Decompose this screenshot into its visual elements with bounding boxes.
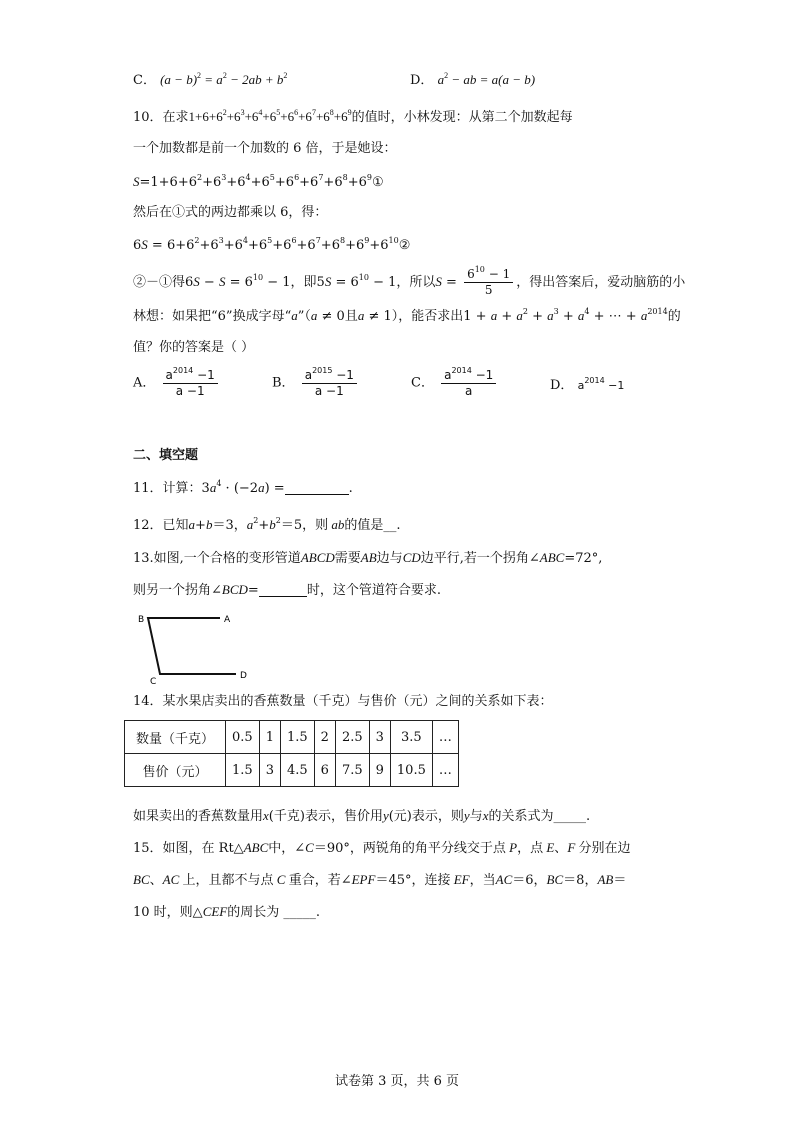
page-footer: 试卷第 3 页，共 6 页	[334, 1074, 460, 1089]
q15-line3: 10 时，则△CEF的周长为 _____.	[133, 904, 321, 920]
section-title: 二、填空题	[133, 448, 199, 463]
q14-after: 如果卖出的香蕉数量用x(千克)表示，售价用y(元)表示，则y与x的关系式为_____.	[133, 808, 591, 824]
price-table	[124, 720, 459, 787]
table-row: 数量（千克） 0.5 1 1.5 2 2.5 3 3.5 …	[125, 721, 459, 754]
q10-option-b: B． $\frac{a^{2015} -1}{a -1}$	[272, 368, 360, 399]
q13-line1: 13.如图,一个合格的变形管道ABCD需要AB边与CD边平行,若一个拐角∠ABC=72°,	[133, 550, 603, 566]
fig-label-c: C	[150, 677, 157, 687]
fig-label-b: B	[138, 615, 145, 625]
q10-line6: ②－①得$6S - S = 6^{10} - 1$，即$5S = 6^{10} - 1$，所以S = $\frac{6^{10} - 1}{5}$ ，得出答案后，爱动脑筋的小	[133, 265, 686, 297]
q10-line4: 然后在①式的两边都乘以 6，得：	[133, 205, 328, 220]
q15-line2: BC、AC 上，且都不与点 C 重合，若∠EPF＝45°，连接 EF，当AC＝6，BC＝8，AB＝	[133, 872, 627, 888]
q15-line1: 15．如图，在 Rt△ABC中，∠C＝90°，两锐角的角平分线交于点 P，点 E、F 分别在边	[133, 840, 631, 856]
q14-text: 14．某水果店卖出的香蕉数量（千克）与售价（元）之间的关系如下表：	[133, 694, 553, 709]
q10-eq1: $S=1+6+6^2+6^3+6^4+6^5+6^6+6^7+6^8+6^9①$	[133, 173, 384, 190]
pipe-path	[148, 618, 236, 674]
q10-line7: 林想：如果把“6”换成字母“a”（a ≠ 0且a ≠ 1），能否求出$1 + a + a^2 + a^3 + a^4$ + ⋯ + $a^{2014}$的	[133, 307, 681, 324]
q10-eq2: $6S = 6+6^2+6^3+6^4+6^5+6^6+6^7+6^8+6^9+6^{10}②$	[133, 236, 411, 253]
q10-line1: 10．在求$1+6+6^2+6^3+6^4+6^5+6^6+6^7+6^8+6^9$的值时，小林发现：从第二个加数起每	[133, 108, 573, 125]
q9-option-d: D． $a^2$ − ab = a(a − b)	[410, 71, 536, 88]
q10-fraction: $\frac{6^{10} - 1}{5}$	[464, 267, 513, 298]
q10-line2: 一个加数都是前一个加数的 6 倍，于是她设：	[133, 141, 397, 156]
q9-option-c: C． $(a - b)^2 = a^2 - 2ab + b^2$	[133, 71, 288, 88]
q10-option-a: A． $\frac{a^{2014} -1}{a -1}$	[133, 368, 221, 399]
fig-label-a: A	[224, 615, 231, 625]
q11: 11．计算：$3a^4 \cdot (-2a)$ = .	[133, 479, 353, 496]
pipe-figure	[134, 608, 274, 688]
table-row: 售价（元） 1.5 3 4.5 6 7.5 9 10.5 …	[125, 754, 459, 787]
q12: 12．已知a+b＝3，$a^2+b^2=5$，则 ab的值是__.	[133, 516, 401, 533]
q10-line8: 值？你的答案是（ ）	[133, 340, 255, 355]
q10-option-c: C． $\frac{a^{2014} -1}{a}$	[411, 368, 499, 399]
fig-label-d: D	[240, 671, 247, 681]
q10-option-d: D． $a^{2014} -1$	[550, 376, 625, 393]
q13-line2: 则另一个拐角∠BCD= 时，这个管道符合要求.	[133, 582, 441, 598]
